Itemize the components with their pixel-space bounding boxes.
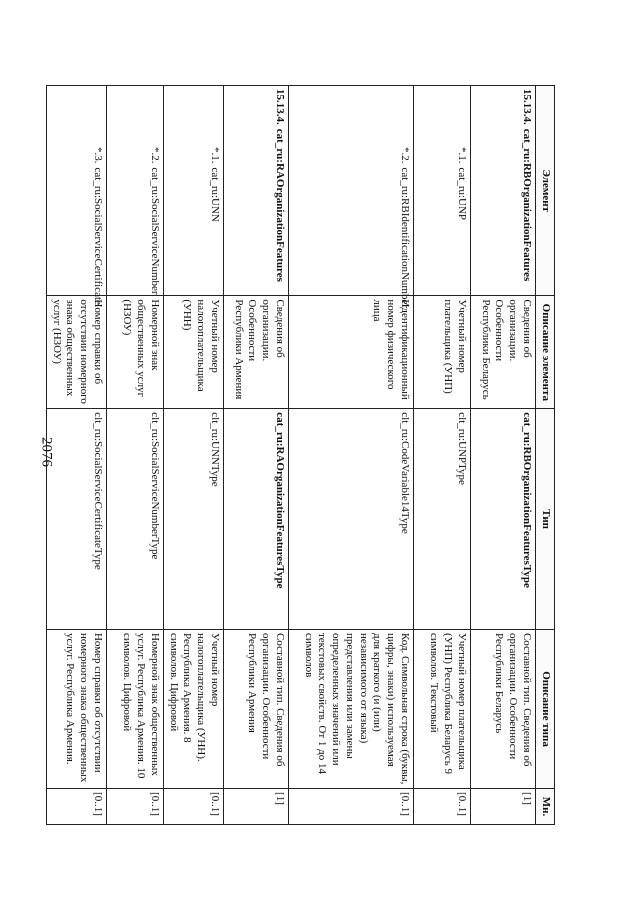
cell-type: cat_ru:RBOrganizationFeaturesType: [471, 409, 536, 630]
row-number: *.3.: [92, 147, 104, 164]
cell-type-description: Код. Символьная строка (буквы, цифры, знаки) используемая для краткого (и (или) независимого от языка) представления или замены определенных значений или текстовых свойств. От 1 до 14 символов: [289, 629, 414, 788]
cell-element-description: Сведения об организации. Особенности Республики Армения: [224, 296, 289, 409]
cell-type-description: Номерной знак общественных услуг. Республика Армения. 10 символов. Цифровой: [107, 629, 164, 788]
header-type-description: Описание типа: [536, 629, 555, 788]
element-name: cat_ru:RAOrganizationFeatures: [274, 128, 286, 282]
cell-element: [47, 86, 107, 305]
cell-element-description: Сведения об организации. Особенности Республики Беларусь: [471, 296, 536, 409]
element-name: cat_ru:RBIdentificationNumber: [399, 167, 411, 309]
table-row: [471, 86, 536, 825]
row-number: *.1.: [209, 147, 221, 164]
cell-multiplicity: [1]: [471, 789, 536, 825]
cell-element: [107, 86, 164, 296]
element-name: cat_ru:SocialServiceCertificate: [92, 167, 104, 305]
element-name: cat_ru:RBOrganizationFeatures: [521, 128, 533, 282]
table-row: [414, 86, 471, 825]
table-row: [107, 86, 164, 825]
cell-multiplicity: [0..1]: [107, 789, 164, 825]
header-element: Элемент: [536, 86, 555, 296]
header-element-description: Описание элемента: [536, 296, 555, 409]
row-number: *.2.: [149, 147, 161, 164]
cell-element: [164, 86, 224, 296]
cell-element: [289, 86, 414, 309]
cell-multiplicity: [0..1]: [414, 789, 471, 825]
cell-type: cat_ru:RAOrganizationFeaturesType: [224, 409, 289, 630]
cell-type-description: Составной тип. Сведения об организации. Особенности Республики Беларусь: [471, 629, 536, 788]
cell-element: [414, 86, 471, 296]
cell-element: [224, 86, 289, 296]
row-number: *.2.: [399, 147, 411, 164]
elements-table: [46, 85, 555, 825]
element-name: cat_ru:UNP: [456, 167, 468, 221]
cell-multiplicity: [0..1]: [47, 789, 107, 825]
cell-type-description: Номер справки об отсутствии номерного знака общественных услуг. Республика Армения.: [47, 629, 107, 788]
cell-type-description: Составной тип. Сведения об организации. Особенности Республики Армения: [224, 629, 289, 788]
cell-element: [471, 86, 536, 296]
element-name: cat_ru:SocialServiceNumber: [149, 167, 161, 295]
cell-multiplicity: [0..1]: [164, 789, 224, 825]
row-number: 15.13.4.: [274, 89, 286, 125]
table-row: [47, 86, 107, 825]
cell-element-description: Учетный номер налогоплательщика (УНН): [164, 296, 224, 409]
cell-multiplicity: [1]: [224, 789, 289, 825]
page-number: 2076: [38, 437, 55, 467]
cell-type-description: Учетный номер плательщика (УНП) Республика Беларусь 9 символов. Текстовый: [414, 629, 471, 788]
row-number: 15.13.4.: [521, 89, 533, 125]
cell-element-description: Учетный номер плательщика (УНП): [414, 296, 471, 409]
table-row: [164, 86, 224, 825]
cell-type: clt_ru:UNNType: [164, 409, 224, 630]
table-header-row: [536, 86, 555, 825]
cell-element-description: Идентификационный номер физического лица: [289, 296, 414, 409]
rotated-table-wrapper: [50, 85, 555, 825]
cell-type: clt_ru:CodeVariable14Type: [289, 409, 414, 630]
cell-type: clt_ru:UNPType: [414, 409, 471, 630]
table-row: [289, 86, 414, 825]
cell-element-description: Номерной знак общественных услуг (НЗОУ): [107, 296, 164, 409]
header-multiplicity: Мн.: [536, 789, 555, 825]
cell-type: clt_ru:SocialServiceCertificateType: [47, 409, 107, 630]
cell-element-description: Номер справки об отсутствии номерного знака общественных услуг (НЗОУ): [47, 296, 107, 409]
row-number: *.1.: [456, 147, 468, 164]
cell-multiplicity: [0..1]: [289, 789, 414, 825]
element-name: cat_ru:UNN: [209, 167, 221, 222]
header-type: Тип: [536, 409, 555, 630]
cell-type-description: Учетный номер налогоплательщика (УНН). Республика Армения. 8 символов. Цифровой: [164, 629, 224, 788]
table-row: [224, 86, 289, 825]
cell-type: clt_ru:SocialServiceNumberType: [107, 409, 164, 630]
